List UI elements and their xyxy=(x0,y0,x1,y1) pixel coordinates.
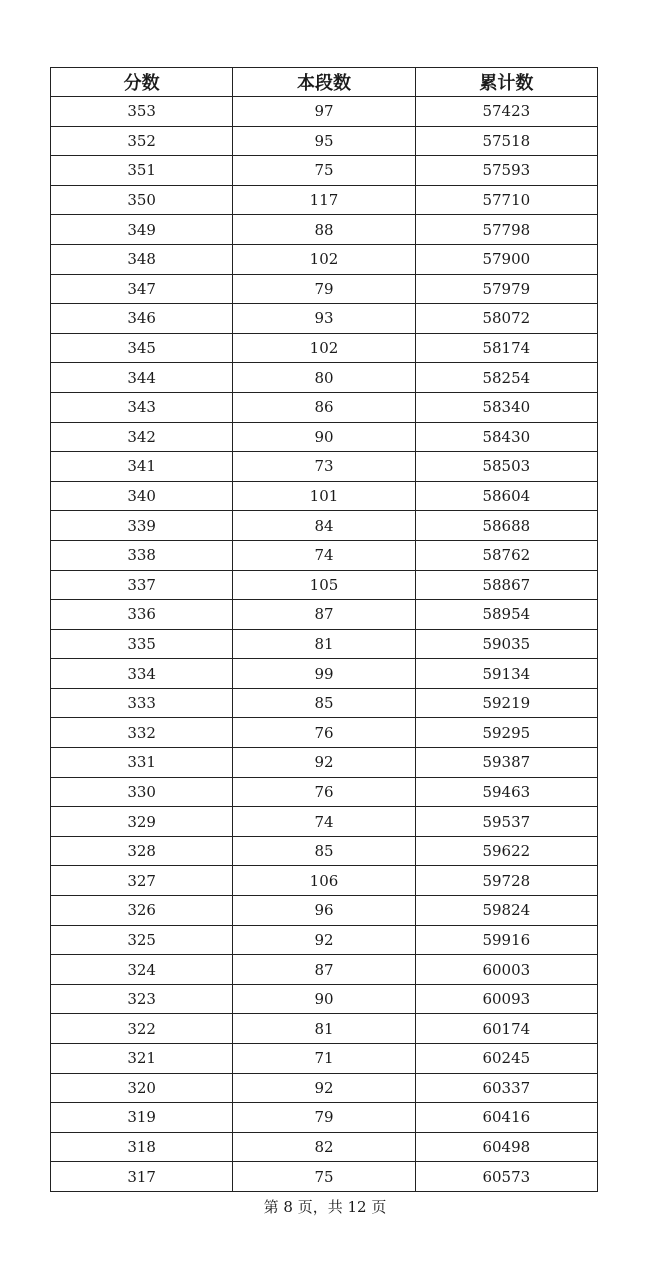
cell-segment-count: 81 xyxy=(233,629,415,659)
cell-score: 320 xyxy=(51,1073,233,1103)
cell-cumulative-count: 58503 xyxy=(415,452,597,482)
cell-cumulative-count: 57593 xyxy=(415,156,597,186)
table-row xyxy=(51,363,598,393)
table-row xyxy=(51,333,598,363)
cell-cumulative-count: 59295 xyxy=(415,718,597,748)
cell-cumulative-count: 60245 xyxy=(415,1044,597,1074)
table-row xyxy=(51,1073,598,1103)
cell-segment-count: 95 xyxy=(233,126,415,156)
cell-score: 351 xyxy=(51,156,233,186)
cell-cumulative-count: 57798 xyxy=(415,215,597,245)
table-row xyxy=(51,274,598,304)
cell-cumulative-count: 59463 xyxy=(415,777,597,807)
cell-segment-count: 99 xyxy=(233,659,415,689)
cell-score: 352 xyxy=(51,126,233,156)
cell-segment-count: 74 xyxy=(233,540,415,570)
cell-cumulative-count: 59824 xyxy=(415,896,597,926)
cell-segment-count: 76 xyxy=(233,777,415,807)
cell-cumulative-count: 60498 xyxy=(415,1132,597,1162)
cell-score: 341 xyxy=(51,452,233,482)
cell-segment-count: 101 xyxy=(233,481,415,511)
column-header-score: 分数 xyxy=(51,68,233,97)
table-row xyxy=(51,304,598,334)
table-row xyxy=(51,718,598,748)
table-row xyxy=(51,481,598,511)
cell-score: 337 xyxy=(51,570,233,600)
table-row xyxy=(51,836,598,866)
cell-score: 344 xyxy=(51,363,233,393)
cell-score: 346 xyxy=(51,304,233,334)
table-body xyxy=(51,97,598,1192)
cell-segment-count: 102 xyxy=(233,333,415,363)
cell-score: 331 xyxy=(51,748,233,778)
cell-cumulative-count: 58430 xyxy=(415,422,597,452)
table-row xyxy=(51,600,598,630)
cell-segment-count: 84 xyxy=(233,511,415,541)
cell-cumulative-count: 57423 xyxy=(415,97,597,127)
table-row xyxy=(51,688,598,718)
cell-segment-count: 92 xyxy=(233,1073,415,1103)
cell-score: 342 xyxy=(51,422,233,452)
table-row xyxy=(51,1014,598,1044)
table-row xyxy=(51,807,598,837)
cell-cumulative-count: 57518 xyxy=(415,126,597,156)
cell-cumulative-count: 60337 xyxy=(415,1073,597,1103)
cell-segment-count: 71 xyxy=(233,1044,415,1074)
table-row xyxy=(51,244,598,274)
score-table xyxy=(50,67,598,1192)
cell-segment-count: 93 xyxy=(233,304,415,334)
cell-segment-count: 92 xyxy=(233,748,415,778)
cell-segment-count: 105 xyxy=(233,570,415,600)
cell-score: 339 xyxy=(51,511,233,541)
table-row xyxy=(51,1044,598,1074)
cell-segment-count: 90 xyxy=(233,422,415,452)
cell-cumulative-count: 59387 xyxy=(415,748,597,778)
cell-segment-count: 97 xyxy=(233,97,415,127)
cell-score: 333 xyxy=(51,688,233,718)
cell-cumulative-count: 58340 xyxy=(415,392,597,422)
table-row xyxy=(51,748,598,778)
cell-segment-count: 79 xyxy=(233,274,415,304)
table-row xyxy=(51,511,598,541)
cell-segment-count: 90 xyxy=(233,984,415,1014)
cell-score: 330 xyxy=(51,777,233,807)
cell-segment-count: 75 xyxy=(233,156,415,186)
cell-score: 345 xyxy=(51,333,233,363)
cell-score: 329 xyxy=(51,807,233,837)
table-row xyxy=(51,866,598,896)
table-row xyxy=(51,422,598,452)
cell-score: 349 xyxy=(51,215,233,245)
cell-score: 340 xyxy=(51,481,233,511)
cell-score: 350 xyxy=(51,185,233,215)
cell-segment-count: 85 xyxy=(233,836,415,866)
table-row xyxy=(51,896,598,926)
table-row xyxy=(51,540,598,570)
cell-score: 348 xyxy=(51,244,233,274)
cell-cumulative-count: 60093 xyxy=(415,984,597,1014)
cell-score: 336 xyxy=(51,600,233,630)
cell-segment-count: 79 xyxy=(233,1103,415,1133)
cell-cumulative-count: 58604 xyxy=(415,481,597,511)
cell-segment-count: 75 xyxy=(233,1162,415,1192)
cell-score: 321 xyxy=(51,1044,233,1074)
column-header-segment-count: 本段数 xyxy=(233,68,415,97)
page-footer: 第 8 页，共 12 页 xyxy=(263,1198,387,1216)
table-row xyxy=(51,777,598,807)
cell-cumulative-count: 58867 xyxy=(415,570,597,600)
cell-cumulative-count: 59219 xyxy=(415,688,597,718)
cell-score: 323 xyxy=(51,984,233,1014)
table-row xyxy=(51,955,598,985)
cell-cumulative-count: 58688 xyxy=(415,511,597,541)
cell-cumulative-count: 58174 xyxy=(415,333,597,363)
table-row xyxy=(51,1132,598,1162)
cell-score: 318 xyxy=(51,1132,233,1162)
cell-segment-count: 87 xyxy=(233,600,415,630)
table-row xyxy=(51,659,598,689)
cell-cumulative-count: 59134 xyxy=(415,659,597,689)
table-row xyxy=(51,97,598,127)
table-row xyxy=(51,452,598,482)
cell-cumulative-count: 60174 xyxy=(415,1014,597,1044)
cell-score: 328 xyxy=(51,836,233,866)
table-header-row xyxy=(51,68,598,97)
table-row xyxy=(51,1103,598,1133)
cell-cumulative-count: 60003 xyxy=(415,955,597,985)
cell-score: 332 xyxy=(51,718,233,748)
cell-cumulative-count: 59537 xyxy=(415,807,597,837)
cell-segment-count: 82 xyxy=(233,1132,415,1162)
cell-segment-count: 102 xyxy=(233,244,415,274)
table-row xyxy=(51,1162,598,1192)
cell-score: 353 xyxy=(51,97,233,127)
cell-score: 326 xyxy=(51,896,233,926)
cell-score: 324 xyxy=(51,955,233,985)
cell-cumulative-count: 58762 xyxy=(415,540,597,570)
column-header-cumulative-count: 累计数 xyxy=(415,68,597,97)
table-row xyxy=(51,629,598,659)
cell-cumulative-count: 57979 xyxy=(415,274,597,304)
cell-score: 322 xyxy=(51,1014,233,1044)
table-row xyxy=(51,984,598,1014)
cell-cumulative-count: 59622 xyxy=(415,836,597,866)
cell-score: 335 xyxy=(51,629,233,659)
cell-segment-count: 80 xyxy=(233,363,415,393)
cell-score: 347 xyxy=(51,274,233,304)
cell-score: 338 xyxy=(51,540,233,570)
cell-cumulative-count: 58254 xyxy=(415,363,597,393)
table-row xyxy=(51,215,598,245)
cell-cumulative-count: 59035 xyxy=(415,629,597,659)
cell-cumulative-count: 57900 xyxy=(415,244,597,274)
cell-cumulative-count: 60416 xyxy=(415,1103,597,1133)
cell-cumulative-count: 58954 xyxy=(415,600,597,630)
table-row xyxy=(51,392,598,422)
cell-segment-count: 92 xyxy=(233,925,415,955)
cell-score: 343 xyxy=(51,392,233,422)
table-row xyxy=(51,126,598,156)
cell-segment-count: 117 xyxy=(233,185,415,215)
cell-segment-count: 73 xyxy=(233,452,415,482)
cell-segment-count: 81 xyxy=(233,1014,415,1044)
cell-segment-count: 74 xyxy=(233,807,415,837)
table-row xyxy=(51,925,598,955)
cell-score: 334 xyxy=(51,659,233,689)
table-row xyxy=(51,185,598,215)
table-row xyxy=(51,570,598,600)
cell-cumulative-count: 58072 xyxy=(415,304,597,334)
cell-segment-count: 106 xyxy=(233,866,415,896)
cell-cumulative-count: 59916 xyxy=(415,925,597,955)
cell-score: 319 xyxy=(51,1103,233,1133)
cell-segment-count: 76 xyxy=(233,718,415,748)
cell-cumulative-count: 59728 xyxy=(415,866,597,896)
table-row xyxy=(51,156,598,186)
cell-cumulative-count: 60573 xyxy=(415,1162,597,1192)
cell-score: 327 xyxy=(51,866,233,896)
cell-segment-count: 85 xyxy=(233,688,415,718)
cell-cumulative-count: 57710 xyxy=(415,185,597,215)
cell-score: 317 xyxy=(51,1162,233,1192)
cell-segment-count: 96 xyxy=(233,896,415,926)
cell-segment-count: 87 xyxy=(233,955,415,985)
cell-score: 325 xyxy=(51,925,233,955)
cell-segment-count: 88 xyxy=(233,215,415,245)
cell-segment-count: 86 xyxy=(233,392,415,422)
